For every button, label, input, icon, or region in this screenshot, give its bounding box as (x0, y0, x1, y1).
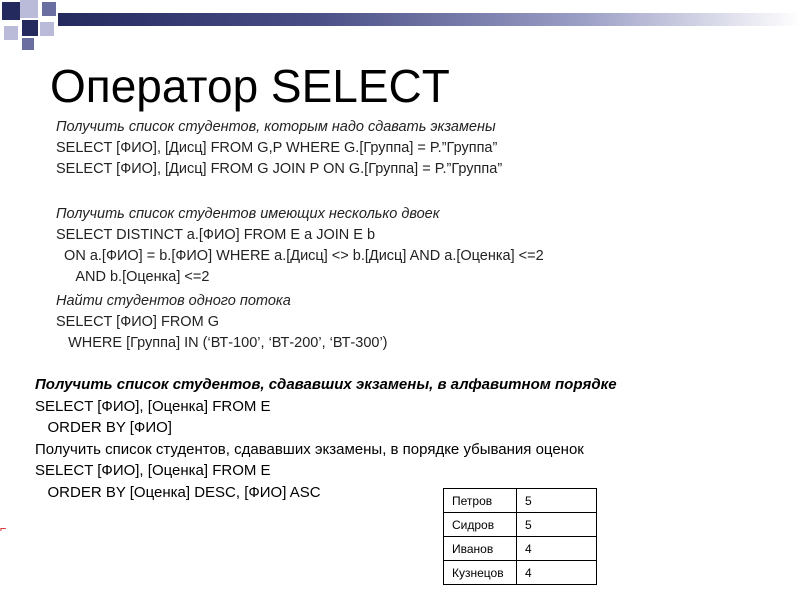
task-description: Получить список студентов, которым надо сдавать экзамены (56, 119, 496, 135)
task-description: Найти студентов одного потока (56, 293, 291, 309)
sql-line: SELECT [ФИО], [Оценка] FROM E (35, 462, 271, 479)
sql-line: SELECT [ФИО], [Дисц] FROM G JOIN P ON G.[Группа] = P.”Группа” (56, 161, 503, 177)
sql-line: ORDER BY [ФИО] (35, 419, 172, 436)
sql-line: WHERE [Группа] IN (‘ВТ-100’, ‘ВТ-200’, ‘ВТ-300’) (56, 335, 388, 351)
table-row (444, 513, 597, 537)
sql-line: ORDER BY [Оценка] DESC, [ФИО] ASC (35, 483, 321, 501)
sql-line: AND b.[Оценка] <=2 (56, 269, 210, 285)
deco-square (20, 0, 38, 18)
header-gradient-bar (58, 13, 800, 26)
sql-line: SELECT [ФИО], [Оценка] FROM E (35, 397, 271, 415)
sql-line: SELECT [ФИО] FROM G (56, 314, 219, 330)
table-cell-grade: 5 (517, 513, 597, 537)
deco-square (2, 2, 20, 20)
order-by-examples (35, 374, 617, 503)
sql-line: ON a.[ФИО] = b.[ФИО] WHERE a.[Дисц] <> b.[Дисц] AND a.[Оценка] <=2 (56, 248, 544, 264)
table-cell-name: Иванов (444, 537, 517, 561)
table-cell-grade: 5 (517, 489, 597, 513)
deco-square (22, 20, 38, 36)
header-decoration (0, 0, 800, 60)
deco-square (4, 26, 18, 40)
query-group-students-exams (56, 117, 502, 180)
table-row (444, 537, 597, 561)
task-description: Получить список студентов, сдававших экзамены, в алфавитном порядке (35, 376, 617, 393)
sql-line: SELECT [ФИО], [Дисц] FROM G,P WHERE G.[Группа] = P.”Группа” (56, 140, 498, 156)
result-table (443, 488, 597, 585)
table-row (444, 489, 597, 513)
table-cell-name: Кузнецов (444, 561, 517, 585)
slide-title: Оператор SELECT (50, 60, 450, 112)
table-cell-name: Сидров (444, 513, 517, 537)
table-row (444, 561, 597, 585)
table-cell-grade: 4 (517, 537, 597, 561)
edge-mark: ⌐ (0, 523, 7, 535)
deco-square (42, 2, 56, 16)
deco-square (40, 22, 54, 36)
deco-square (22, 38, 34, 50)
sql-line: SELECT DISTINCT a.[ФИО] FROM E a JOIN E b (56, 227, 376, 243)
table-cell-grade: 4 (517, 561, 597, 585)
task-description: Получить список студентов имеющих несколько двоек (56, 206, 440, 222)
query-group-one-stream (56, 291, 388, 354)
query-group-several-fails (56, 204, 544, 288)
table-cell-name: Петров (444, 489, 517, 513)
task-description: Получить список студентов, сдававших экзамены, в порядке убывания оценок (35, 440, 584, 458)
